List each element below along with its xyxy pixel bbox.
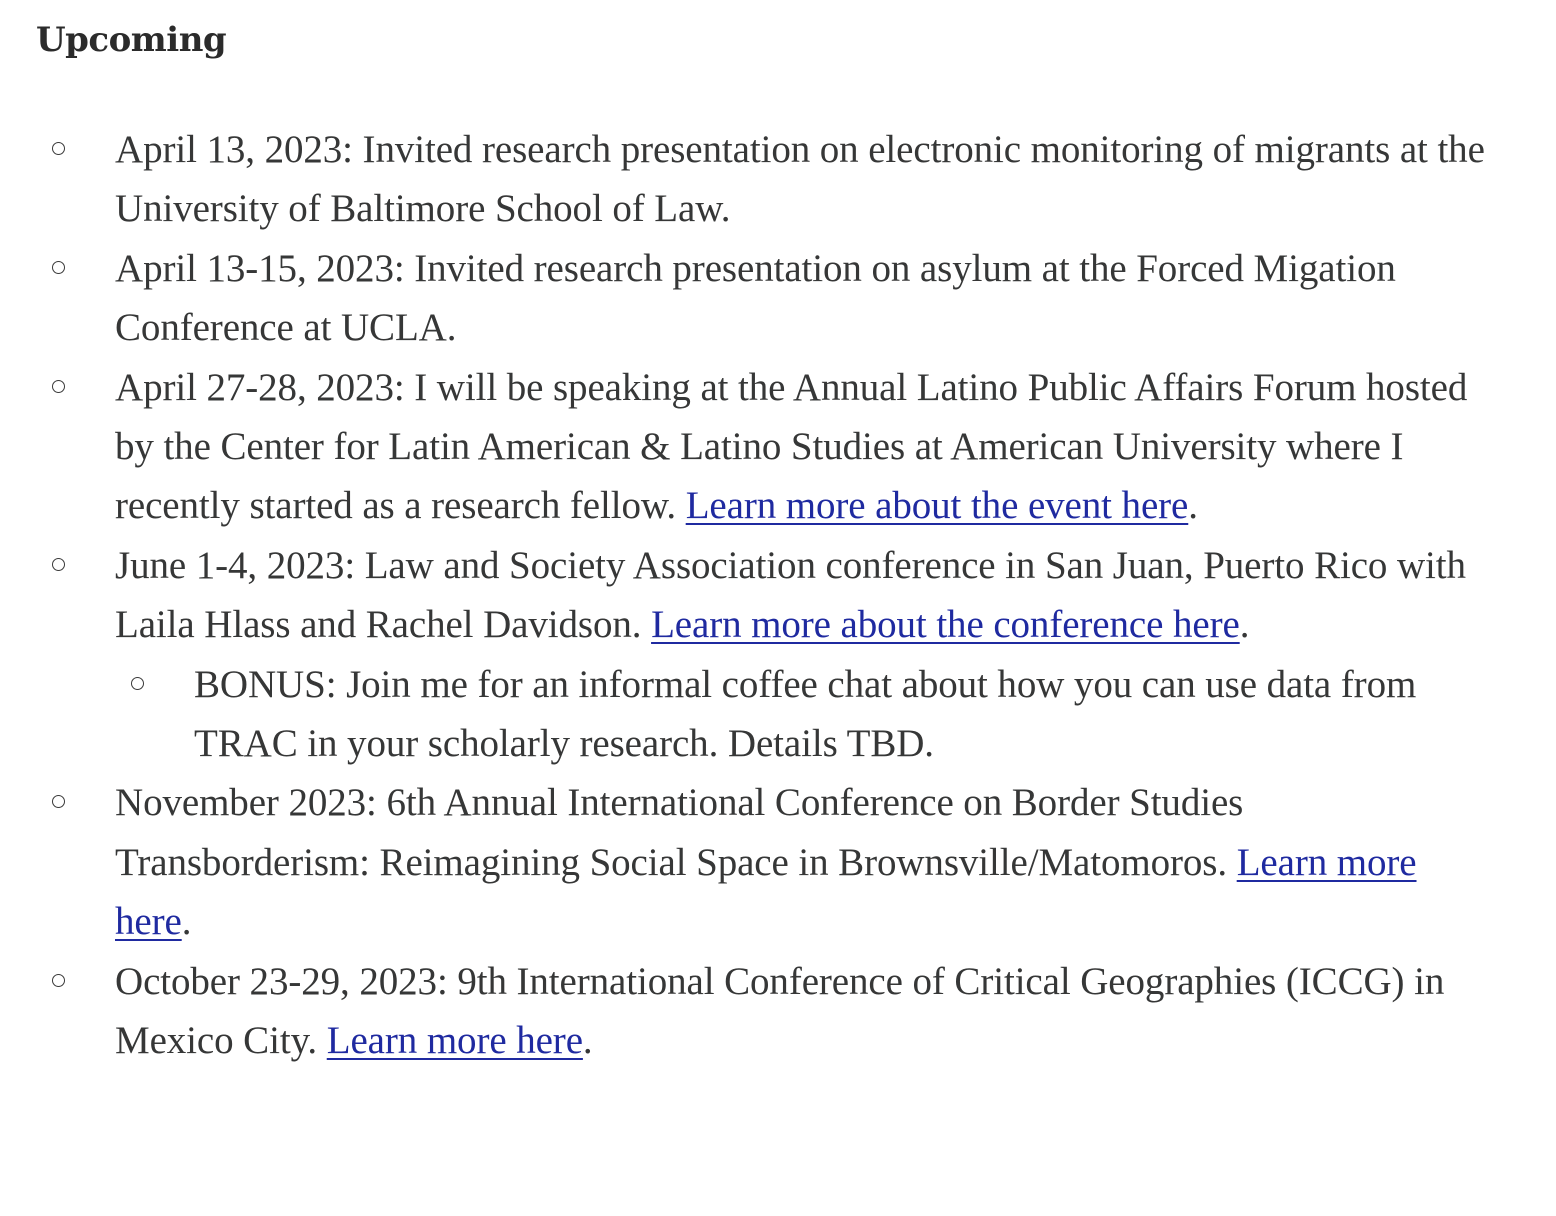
- section-heading: Upcoming: [36, 20, 227, 60]
- punctuation: .: [181, 900, 192, 944]
- bullet-icon: [52, 142, 65, 155]
- learn-more-link[interactable]: Learn more here: [326, 1019, 583, 1063]
- events-list: [0, 120, 1556, 1071]
- bullet-icon: [52, 380, 65, 393]
- list-item: [0, 120, 1495, 239]
- bullet-icon: [52, 795, 65, 808]
- learn-more-link[interactable]: Learn more here: [115, 840, 1417, 944]
- list-item: [0, 773, 1495, 951]
- bullet-icon: [131, 677, 144, 690]
- list-item: [0, 239, 1495, 358]
- event-text: June 1-4, 2023: Law and Society Association conference in San Juan, Puerto Rico with Laila Hlass and Rachel Davidson.: [115, 543, 1466, 647]
- conference-link[interactable]: Learn more about the conference here: [651, 603, 1240, 647]
- event-text: October 23-29, 2023: 9th International Conference of Critical Geographies (ICCG) in Mexico City.: [115, 959, 1445, 1063]
- punctuation: .: [1188, 484, 1198, 528]
- list-item: [0, 952, 1495, 1071]
- punctuation: .: [582, 1019, 593, 1063]
- event-text: April 13-15, 2023: Invited research presentation on asylum at the Forced Migation Conference at UCLA.: [115, 246, 1396, 350]
- sub-event-text: BONUS: Join me for an informal coffee chat about how you can use data from TRAC in your scholarly research. Details TBD.: [194, 662, 1417, 766]
- punctuation: .: [1239, 603, 1250, 647]
- list-item: [0, 536, 1495, 774]
- event-text: April 13, 2023: Invited research presentation on electronic monitoring of migrants at the University of Baltimore School of Law.: [115, 128, 1485, 231]
- event-link[interactable]: Learn more about the event here: [685, 484, 1189, 528]
- sub-list-item: [115, 655, 1484, 774]
- bullet-icon: [52, 261, 65, 274]
- sub-list: [115, 655, 1495, 774]
- event-text: April 27-28, 2023: I will be speaking at the Annual Latino Public Affairs Forum hosted by the Center for Latin American & Latino Studies at American University where I recently started as a research fellow.: [115, 365, 1468, 528]
- bullet-icon: [52, 558, 65, 571]
- event-text: November 2023: 6th Annual International Conference on Border Studies Transborderism: Reimagining Social Space in Brownsville/Matomoros.: [115, 781, 1244, 884]
- bullet-icon: [52, 974, 65, 987]
- list-item: [0, 358, 1495, 536]
